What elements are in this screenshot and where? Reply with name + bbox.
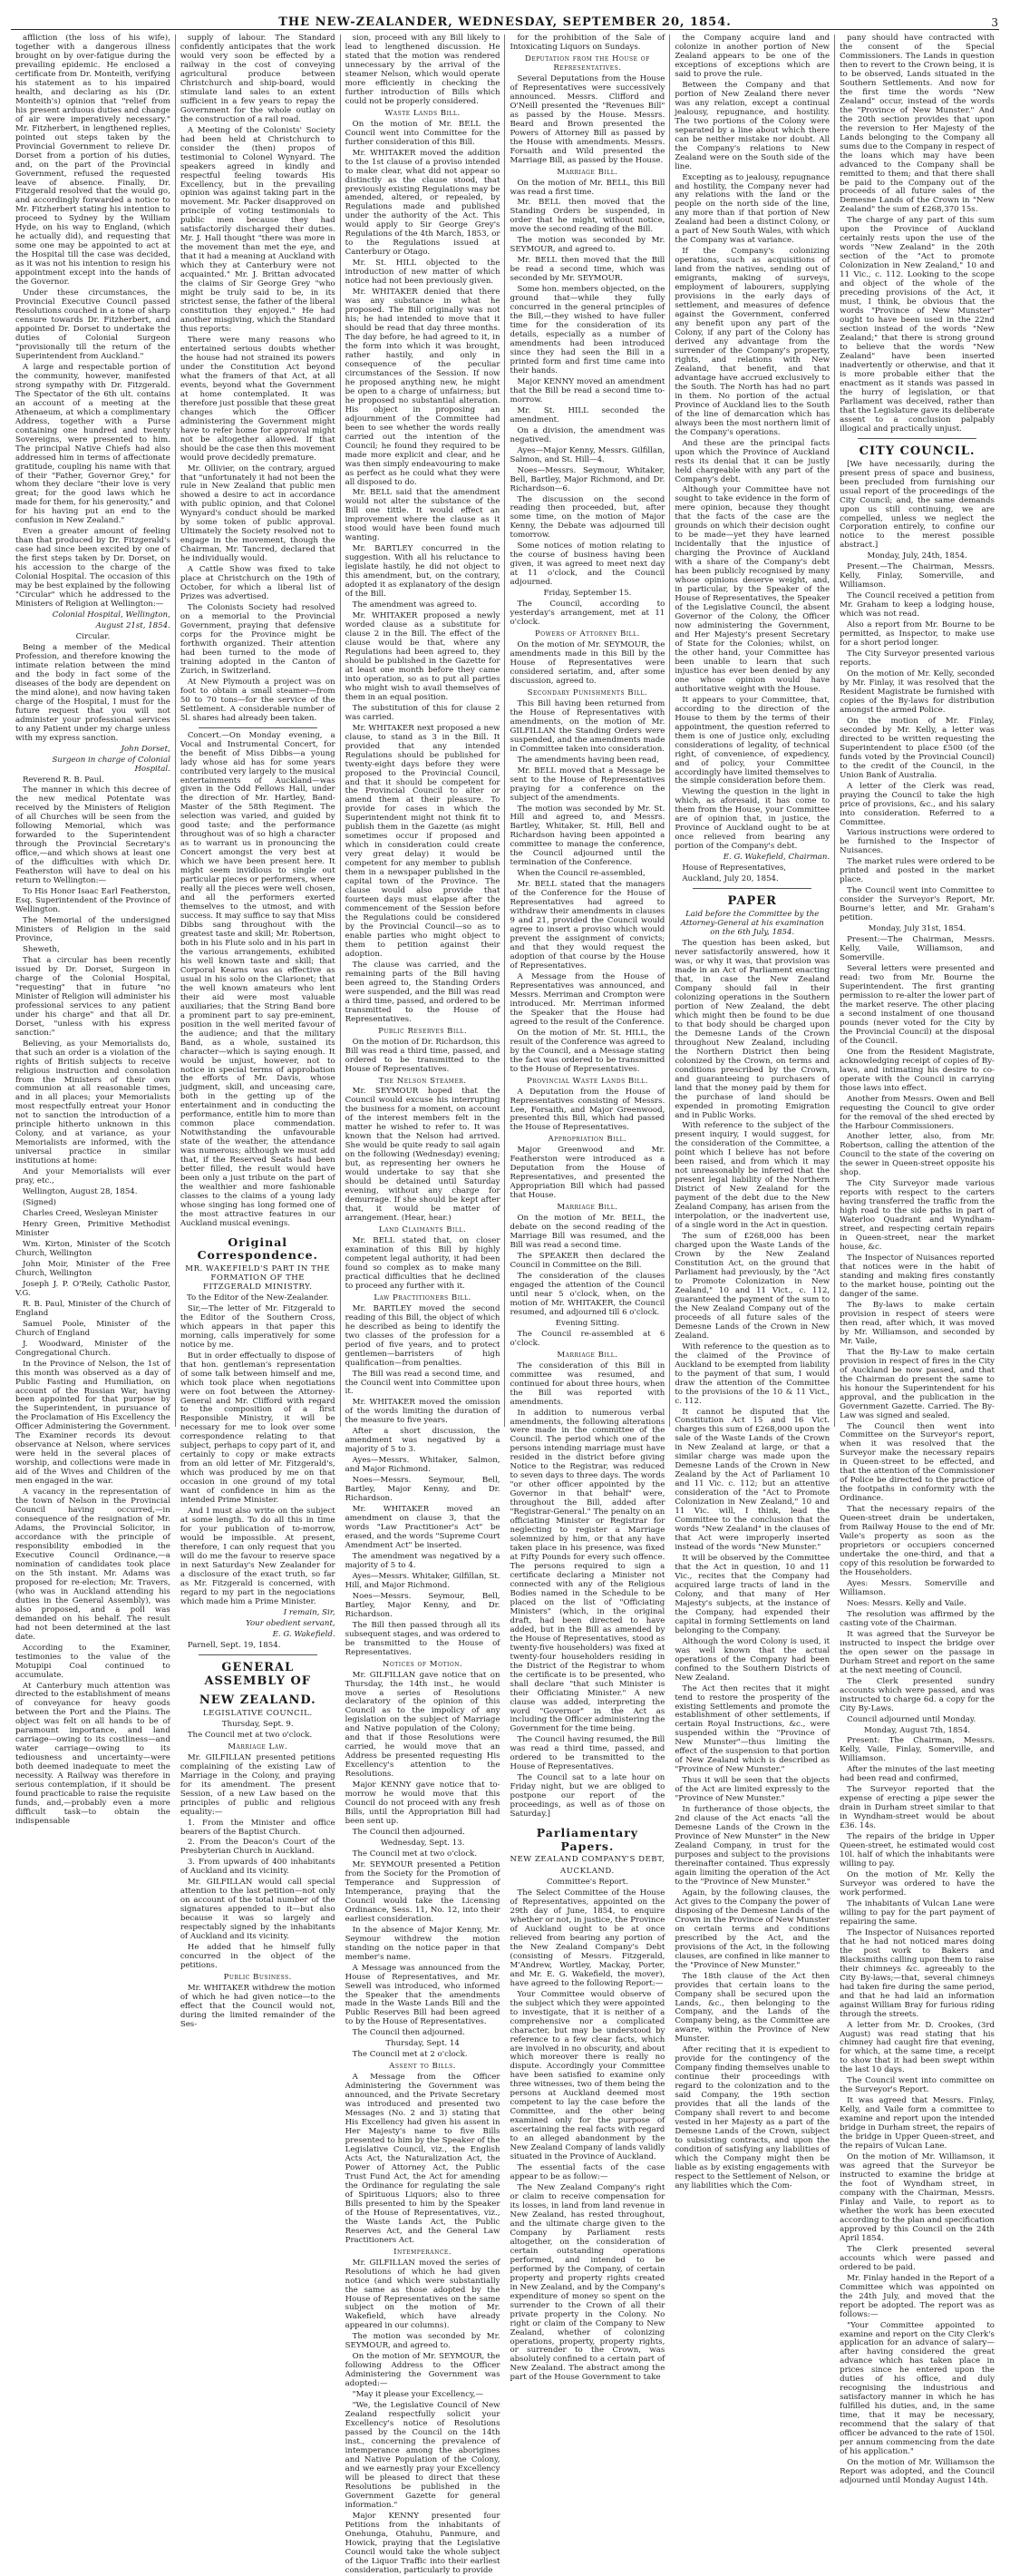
signatory: Henry Green, Primitive Methodist Minister (15, 1220, 170, 1238)
paragraph: And I must also write on the subject at some length. To do all this in time for your publication of to-morrow, would be impossible. At present, therefore, I can only request that you will do me the favour to reserve space in next Saturday's New Zealander for a disclosure of the exact truth, so far as Mr. Fitzgerald is concerned, with regard to my part in the negociations which made him a Prime Minister. (180, 1507, 335, 1606)
paragraph: Mr. Ollivier, on the contrary, argued that "unfortunately it had not been the rule in New Zealand that public men showed a desire to act in accordance with public opinion, and that Colonel Wynyard's conduct should be marked by some token of public approval. Ultimately the Society resolved not to engage in the movement, though the Chairman, Mr. Tancred, declared that he individually would. (180, 463, 335, 564)
paragraph: Noes—Messrs. Seymour, Bell, Bartley, Major Kenny, and Dr. Richardson. (345, 1476, 500, 1504)
paragraph: One from the Resident Magistrate, acknowledging receipt of copies of By-laws, and intimating his desire to co-operate with the Council in carrying those laws into effect. (840, 1047, 995, 1093)
paragraph: Between the Company and that portion of New Zealand there never was any relation, except a continual jealousy, repugnance, and hostility. The two portions of the Colony were separated by a line about which there can be neither mistake nor doubt. All the Company's relations to New Zealand were on the South side of the line. (675, 80, 830, 171)
paragraph: Concert.—On Monday evening, a Vocal and Instrumental Concert, for the benefit of Miss Dibbs—a young lady whose aid has for some years contributed very largely to the musical entertainments of Auckland—was given in the Odd Fellows Hall, under the direction of Mr. Hartley, Band-Master of the 58th Regiment. The selection was varied, and guided by good taste; and the performance throughout was of so high a character as to warrant us in pronouncing the Concert amongst the very best at which we have been present here. It might seem invidious to single out particular pieces or performers, where really all the pieces were well chosen, and all the performers exerted themselves to the utmost, and with success. It may suffice to say that Miss Dibbs sang throughout with the greatest taste and skill; Mr. Robertson, both in his Flute solo and in his part in the various arrangements, exhibited his well known taste and skill; that Corporal Kearns was as effective as usual in his solo on the Clarionet; that the well known amateurs who lent their aid were most valuable auxiliaries; that the String Band bore a prominent part to say pre-eminent, position in the well merited favour of the audience; and that the military Band, as a whole, sustained its character—which is saying enough. It would be unjust, however, not to notice in special terms of approbation the efforts of Mr. Davis, whose judgment, skill, and unceasing care, both in the getting up of the entertainment and in conducting the performance, entitle him to more than common place commendation. Notwithstanding the unfavourable state of the weather, the attendance was numerous; although we must add that, if the Reserved Seats had been better filled, the result would have been only a just tribute on the part of the wealthier and more fashionable classes to the claims of a young lady whose singing has long formed one of the most attractive features in our Auckland musical evenings. (180, 730, 335, 1228)
paragraph: If the Company's colonizing operations, such as acquisitions of land from the natives, sending out of emigrants, making of surveys, employment of labourers, supplying provisions in the early days of settlement, and measures of defence against the Government, conferred any benefit upon any part of the Colony, if any part of the Colony has derived any advantage from the surrender of the Company's property, rights, and relations with New Zealand, that benefit, and that advantage have accrued exclusively to the South. The North has had no part in them. No portion of the actual Province of Auckland lies to the South of the line of demarcation which has always been the most northern limit of the Company's operations. (675, 247, 830, 437)
paragraph: Wellington, August 28, 1854. (23, 1187, 138, 1197)
paragraph: Another from Messrs. Owen and Bell requesting the Council to give order for the removal of the shed erected by the Harbour Commissioners. (840, 1094, 995, 1131)
section-heading: PAPER (727, 894, 777, 909)
column-6 (835, 34, 999, 2486)
paragraph: Again, by the following clauses, the Act gives to the Company the power of disposing of the Demesne Lands of the Crown in the Province of New Munster on certain terms and conditions prescribed by the Act, and the provisions of the Act, in the following clauses, are confined in like manner to the "Province of New Munster." (675, 1888, 830, 1970)
paragraph: It cannot be disputed that the Constitution Act 15 and 16 Vict. charges this sum of £268,000 upon the sale of the Waste Lands of the Crown in New Zealand at large, or that a similar charge was made upon the Demesne Lands of the Crown in New Zealand by the Act of Parliament 10 and 11 Vic. c. 112; but an attentive consideration of the "Act to Promote Colonization in New Zealand," 10 and 11 Vic. will, I think, lead the Committee to the conclusion that the words "New Zealand" in the clauses of that Act were improperly inserted instead of the words "New Munster." (675, 1407, 830, 1553)
paragraph: Mr. GILFILLAN would call special attention to the last petition—not only on account of the total number of the signatures appended to it—but also because it was so largely and respectably signed by the inhabitants of Auckland and its vicinity. (180, 1878, 335, 1942)
paragraph: Mr. Finlay handed in the Report of a Committee which was appointed on the 24th July, and moved that the report be adopted. The report was as follows:— (840, 2273, 995, 2319)
paragraph: The Inspector of Nuisances reported that notices were in the habit of standing and making fires constantly to the market house, pointing out the danger of the same. (840, 1254, 995, 1299)
paragraph: The charge of any part of this sum upon the Province of Auckland certainly rests upon the use of the words "New Zealand" in the 20th section of the "Act to promote Colonization in New Zealand," 10 and 11 Vic., c. 112. Looking to the scope and object of the whole of the preceding provisions of the Act, it must, I think, be obvious that the words "Province of New Munster" ought to have been used in the 22nd section instead of the words "New Zealand;" that there is strong ground to believe that the words "New Zealand" have been inserted inadvertently or otherwise, and that it is more probable either that the enactment as it stands was passed in the hurry of legislation, or that Parliament was deceived, rather than that the Legislature gave its deliberate assent to a conclusion palpably illogical and practically unjust. (840, 216, 995, 434)
paragraph: Also a report from Mr. Bourne to be permitted, as Inspector, to make use for a short period longer. (840, 620, 995, 649)
meeting-date: Monday, August 7th, 1854. (863, 1725, 971, 1735)
paragraph: Major KENNY moved an amendment that the Bill be read a second time to-morrow. (510, 376, 665, 405)
circular-heading: Circular. (75, 631, 111, 641)
paragraph: On a division, the amendment was negatived. (510, 425, 665, 444)
paragraph: Mr. GILFILLAN moved the series of Resolutions of which he had given notice (and which were substantially the same as those adopted by the House of Representatives on the same subject on the motion of Mr. Wakefield, which have already appeared in our columns). (345, 2258, 500, 2331)
paragraph: Believing, as your Memorialists do, that such an order is a violation of the rights of British subjects to receive religious instruction and consolation from the Ministers of their own communion at all reasonable times, and in all places; your Memorialists most respectfully entreat your Honor not to sanction the introduction of a principle hitherto unknown in this Colony, and at variance, as your Memorialists are informed, with the universal practice in similar institutions at home: (15, 1039, 170, 1166)
paragraph: Several Deputations from the House of Representatives were successively announced. Messrs. Clifford and O'Neill presented the "Revenues Bill" as passed by the House. Messrs. Beard and Brown presented the Powers of Attorney Bill as passed by the House with amendments. Messrs. Forsaith and Wild presented the Marriage Bill, as passed by the House. (510, 73, 665, 165)
paragraph: The inhabitants of Vulcan Lane were willing to pay for the part payment of repairing the same. (840, 1898, 995, 1927)
signatory: J. Woodward, Minister of the Congregational Church. (15, 1339, 170, 1358)
letter-closing: I remain, Sir, (283, 1607, 335, 1617)
paragraph: 1. From the Minister and office bearers of the Baptist Church. (180, 1818, 335, 1837)
paragraph: Mr. GILFILLAN presented petitions complaining of the existing Law of Marriage in the Colony, and praying for its amendment. The present Session, of a new Law based on the principles of public and religious equality:— (180, 1752, 335, 1817)
paragraph: House of Representatives, (682, 864, 786, 873)
paragraph: On the motion of Mr. St. HILL, the result of the Conference was agreed to by the Council, and a Message stating the fact was ordered to be transmitted to the House of Representatives. (510, 1028, 665, 1074)
column-5 (670, 34, 835, 2191)
letter-date: Parnell, Sept. 19, 1854. (187, 1640, 281, 1650)
paragraph: It will be observed by the Committee that the Act in question, 10 and 11 Vic., recites that the Company had acquired large tracts of land in the Colony, and that many of Her Majesty's subjects, at the instance of the Company, had expended their capital in forming Settlements on land belonging to the Company. (675, 1554, 830, 1635)
section-heading: GENERAL ASSEMBLY OF (204, 1660, 312, 1688)
paragraph: Mr. St. HILL seconded the amendment. (510, 405, 665, 424)
paragraph: It appears to your Committee, that, according to the direction of the House to them by the terms of their appointment, the question referred to them is one of justice only, excluding considerations of legality, of technical right, of convenience, of expediency, and of policy, your Committee accordingly have limited themselves to the simple consideration before them. (675, 695, 830, 786)
subsection-heading: Public Reserves Bill. (378, 1026, 468, 1036)
subsection-heading: Marriage Bill. (557, 167, 618, 177)
paragraph: The Council re-assembled at 6 o'clock. (510, 1329, 665, 1348)
paragraph: A Meeting of the Colonists' Society had been held at Christchurch to consider the (then) propos of testimonial to Colonel Wynyard. The speakers agreed in kindly and respectful feeling towards His Excellency, but in the prevailing opinion was against taking part in the movement. Mr. Packer disapproved on principle of voting testimonials to public men because they had satisfactorily discharged their duties. Mr. J. Hall thought "there was more in the movement than met the eye, and that it had a meaning at Auckland with which they at Canterbury were not acquainted." Mr. J. Brittan advocated the claims of Sir George Grey "who might be truly said to be, in its strictest sense, the father of the liberal constitution they enjoyed." He had another misgiving, which the Standard thus reports: (180, 125, 335, 334)
paragraph: The market rules were ordered to be printed and posted in the market place. (840, 857, 995, 885)
paragraph: The repairs of the bridge in Upper Queen-street, he estimated would cost 10l. half of which the inhabitants were willing to pay. (840, 1832, 995, 1869)
paragraph: Mr. SEYMOUR hoped that the Council would excuse his interrupting the business for a moment, on account of the interest members felt in the matter he wished to refer to. It was known that the Nelson had arrived. She would be quite ready to sail again on the following (Wednesday) evening; but, as representing her owners he would undertake to say that she should be detained until Saturday evening, without any charge for demurrage. If she should be kept after that, it would be matter of arrangement. (Hear, hear.) (345, 1087, 500, 1224)
subsection-heading: Provincial Waste Lands Bill. (527, 1076, 648, 1086)
paragraph: Sir,—The letter of Mr. Fitzgerald to the Editor of the Southern Cross, which appears in that paper this morning, calls imperatively for some notice by me. (180, 1303, 335, 1350)
sitting-date: Evening Sitting. (555, 1318, 620, 1328)
paragraph: And these are the principal facts upon which the Province of Auckland rests its denial that it can be justly held chargeable with any part of the Company's debt. (675, 438, 830, 484)
dateline: Colonial Hospital, Wellington, (52, 610, 170, 620)
paragraph: 2. From the Deacon's Court of the Presbyterian Church in Auckland. (180, 1838, 335, 1857)
divider (858, 438, 976, 439)
paragraph: Your Committee would observe of the subject which they were appointed to investigate, that it is neither of a comprehensive nor a complicated character, but may be understood by reference to a few clear facts, which are involved in no obscurity, and about which moreover there is really no dispute. Accordingly your Committee have been satisfied to examine only three witnesses, two of them being the persons at Auckland deemed most competent to lay the case before the Committee, and the other being examined only for the purpose of ascertaining the real facts with regard to an alleged abandonment by the New Zealand Company of lands validly situated in the Province of Auckland. (510, 1989, 665, 2162)
paragraph: A vacancy in the representation of the town of Nelson in the Provincial Council having occurred,—in consequence of the resignation of Mr. Adams, the Provincial Solicitor, in accordance with the principle of responsibility embodied in the Executive Council Ordinance,—a nomination of candidates took place on the 5th instant. Mr. Adams was proposed for re-election; Mr. Travers, (who was in Auckland attending his duties in the General Assembly), was also proposed, and a poll was demanded on his behalf. The result had not been determined at the last date. (15, 1488, 170, 1642)
paragraph: Major Greenwood and Mr. Featherston were introduced as a Deputation from the House of Representatives, and presented the Appropriation Bill which had passed that House. (510, 1146, 665, 1201)
paragraph: Mr. WHITAKER moved the omission of the words limiting the duration of the measure to five years. (345, 1398, 500, 1426)
subsection-heading: LEGISLATIVE COUNCIL. (202, 1708, 313, 1718)
paragraph: [We have necessarily, during the present press of space and business, been precluded from furnishing our usual report of the proceedings of the City Council; and, the same demands upon us still continuing, we are compelled, unless we neglect the Corporation entirely, to confine our notice to the merest possible abstract.] (840, 459, 995, 551)
paragraph: The Colonists Society had resolved on a memorial to the Provincial Government, praying that defensive corps for the Province might be forthwith organized. Their attention had been turned to the mode of training adopted in the Canton of Zurich, in Switzerland. (180, 603, 335, 676)
subsection-heading: Law Practitioners Bill. (374, 1293, 471, 1303)
paragraph: The motion was seconded by Mr. SEYMOUR, and agreed to. (345, 2332, 500, 2351)
paragraph: The amendment was agreed to. (352, 600, 478, 610)
paragraph: Mr. BELL moved that a Message be sent to the House of Representatives praying for a conference on the subject of the amendments. (510, 766, 665, 803)
subsection-heading: AUCKLAND. (560, 1867, 615, 1877)
paragraph: Under these circumstances, the Provincial Executive Council passed Resolutions couched in a tone of sharp censure towards Dr. Fitzherbert, and appointed Dr. Dorset to undertake the duties of Colonial Surgeon "provisionally till the return of the Superintendent from Auckland." (15, 288, 170, 361)
paragraph: With reference to the question as to the claimed of the Province of Auckland to be exempted from liability to the payment of that sum, I would draw the attention of the Committee to the provisions of the 10 & 11 Vict., c. 112. (675, 1342, 830, 1406)
paragraph: But in order effectually to dispose of that hon. gentleman's representation of some talk between himself and me, which took place when negotiations were on foot between the Attorney-General and Mr. Clifford with regard to the composition of a first Responsible Ministry, it will be necessary for me to look over some correspondence relating to that subject, perhaps to copy part of it, and certainly to copy or make extracts from an old letter of Mr. Fitzgerald's, which was produced by me on that occasion in one ground of my total want of confidence in him as the intended Prime Minister. (180, 1351, 335, 1506)
paragraph: The Council then adjourned. (352, 1828, 465, 1838)
signatory: R. B. Paul, Minister of the Church of England (15, 1299, 170, 1318)
meeting-date: Monday, July, 24th, 1854. (867, 551, 967, 561)
paragraph: Excepting as to jealousy, repugnance and hostility, the Company never had any relations with the land or the people on the north side of the line, any more than if that portion of New Zealand had been a distinct Colony, or a part of New South Wales, with which the Company was at variance. (675, 172, 830, 246)
signatory: Charles Creed, Wesleyan Minister (23, 1209, 158, 1219)
paragraph: In the Province of Nelson, the 1st of this month was observed as a day of Public Fasting and Humiliation, on account of the Russian War, having been appointed for that purpose by the Superintendent, in pursuance of the Proclamation of His Excellency the Officer Administering the Government. The Examiner records its devout observance at Nelson, where services were held in the several places of worship, and collections were made in aid of the Wives and Children of the men engaged in the war. (15, 1359, 170, 1487)
paragraph: Ayes—Major Kenny, Messrs. Gilfillan, Salmon, and St. Hill—4. (510, 445, 665, 464)
paragraph: After the minutes of the last meeting had been read and confirmed, (840, 1765, 995, 1784)
paragraph: Council adjourned until Monday. (847, 1714, 976, 1724)
paragraph: The Council met at two o'clock. (187, 1730, 313, 1740)
paragraph: affliction (the loss of his wife), together with a dangerous illness brought on by over-fatigue during the prevailing epidemic. He enclosed a certificate from Dr. Monteith, verifying his statement as to his impaired health, and declaring as his (Dr. Monteith's) opinion that "relief from his present arduous duties and change of air were imperatively necessary." Mr. Fitzherbert, in lengthened replies, pointed out steps taken by the Provincial Government to relieve Dr. Dorset from a portion of his duties, and, on the part of the Provincial Government, refused the requested leave of absence. Finally, Dr. Fitzgerald resolved that the would go, and accordingly forwarded a notice to Mr. Fitzherbert stating his intention to proceed to Sydney by the William Hyde, on his way to England, (which he actually did), and requesting that some one may be appointed to act at the Hospital till the case was decided, as it was not his intention to resign his appointment except into the hands of the Governor. (15, 34, 170, 288)
paragraph: The sum of £268,000 has been charged upon the Waste Lands of the Crown by the New Zealand Constitution Act, on the ground that Parliament had previously, by the "Act to Promote Colonization in New Zealand," 10 and 11 Vict., c. 112, guaranteed the payment of the sum to the New Zealand Company out of the proceeds of all future sales of the Demesne Lands of the Crown in New Zealand. (675, 1232, 830, 1341)
signatory: Joseph J. P. O'Reily, Catholic Pastor, V.G. (15, 1279, 170, 1298)
paragraph: In addition to numerous verbal amendments, the following alterations were made in the committee of the Council. The period which one of the persons intending marriage must have resided in the district before giving Notice to the Registrar, was reduced to seven days to three days. The words "or other officer appointed by the Governor in that behalf" were, throughout the Bill, added after "Registrar-General." The penalty on an officiating Minister or Registrar for neglecting to register a Marriage solemnized by him, or that any have taken place in his presence, was fixed at Fifty Pounds for every such offence. The persons required to sign a certificate declaring a Minister not connected with any of the Religious Bodies named in the Schedule to be placed on the list of "Officiating Ministers" (which, in the original draft, had been directed to have added, but in the Bill as amended by the House of Representatives, stood as twenty-five householders) was fixed at twenty-four householders residing in the District of the Registrar to whom the certificate is to be presented, who shall declare "that such Minister is their Officiating Minister." A new clause was added, interpreting the word "Governor" in the Act as including the Officer administering the Government for the time being. (510, 1408, 665, 1734)
paragraph: Mr. St. HILL objected to the introduction of new matter of which notice had not been previously given. (345, 259, 500, 287)
paragraph: The Council sat to a late hour on Friday night, but we are obliged to postpone our report of the proceedings, as well as of those on Saturday.] (510, 1773, 665, 1820)
paragraph: The Bill then passed through all its subsequent stages, and was ordered to be transmitted to the House of Representatives. (345, 1620, 500, 1657)
paragraph: Noes: Messrs. Kelly and Vaile. (847, 1598, 966, 1608)
paragraph: On the motion of Mr. Williamson, it was agreed that the Surveyor be instructed to examine the bridge at the foot of Wyndham street, in company with the Chairman, Messrs. Finlay and Vaile, to report as to whether the work has been executed according to the plan and specification approved by this Council on the 24th April 1854. (840, 2152, 995, 2243)
paragraph: (Signed) (23, 1198, 56, 1208)
paragraph: the Company acquire land and colonize in another portion of New Zealand appears to be one of the exceptions of exceptions which are said to prove the rule. (675, 34, 830, 79)
subsection-heading: NEW ZEALAND COMPANY'S DEBT, (510, 1855, 665, 1865)
paragraph: On the motion of Mr. BELL, the debate on the second reading of the Marriage Bill was resumed, and the Bill was read a second time. (510, 1214, 665, 1251)
meeting-date: Monday, July 31st, 1854. (868, 924, 966, 934)
paragraph: "Your Committee appointed to examine and report on the City Clerk's application for an advance of salary—after having considered the great advance which has taken place in prices since he entered upon the duties of his office, and duly recognising the industrious and satisfactory manner in which he has fulfilled his duties, and, in the same time, that it may be necessary, recommend that the salary of that officer be advanced to the rate of 150l. per annum commencing from the date of his application." (840, 2320, 995, 2457)
paragraph: On the motion of Mr. Williamson the Report was adopted, and the Council adjourned until Monday August 14th. (840, 2458, 995, 2486)
paragraph: The manner in which this decree of the new medical Potentate was received by the Ministers of Religion of all Churches will be seen from the following Memorial, which was forwarded to the Superintendent through the Provincial Secretary's office,—and which shows at least one of the difficulties with which Dr. Featherston will have to deal on his return to Wellington:— (15, 785, 170, 886)
paragraph: A Message from the Officer Administering the Government was announced, and the Private Secretary was introduced and presented two Messages (No. 2 and 3) stating that His Excellency had given his assent in Her Majesty's name to five Bills presented to him by the Speaker of the Legislative Council, viz., the English Acts Act, the Naturalization Act, the Power of Attorney Act, the Public Trust Fund Act, the Act for amending the Ordinance for regulating the sale of Spirituous Liquors; also to three Bills presented to him by the Speaker of the House of Representatives, viz., the Waste Lands Act, the Public Reserves Act, and the General Law Practitioners Act. (345, 2073, 500, 2245)
paragraph: Mr. WHITAKER denied that there was any substance in what he proposed. The Bill originally was not his; he had intended to move that it should be read that day three months. The day before, he had agreed to it, in the form into which it was brought, rather hastily, and only in consequence of the peculiar circumstances of the Session. If now he proposed anything new, he might be open to a charge of unfairness; but he proposed no substantial alteration. His object in proposing an adjournment of the Committee had been to see whether the words really carried out the intention of the Council; he found they required to be made more explicit and clear, and he was then simply endeavouring to make as perfect as he could what they were all disposed to do. (345, 288, 500, 487)
paragraph: In the absence of Major Kenny, Mr. Seymour withdrew the motion standing on the notice paper in that member's name. (345, 1925, 500, 1962)
paragraph: A Message was announced from the House of Representatives, and Mr. Sewell was introduced, who informed the Speaker that the amendments made in the Waste Lands Bill and the Public Reserves Bill had been agreed to by the House of Representatives. (345, 1963, 500, 2027)
paragraph: Mr. BELL then moved that the Standing Orders be suspended, in order that he might, without notice, move the second reading of the Bill. (510, 198, 665, 235)
paragraph: On the motion of Mr. BELL the Council went into Committee for the further consideration of this Bill. (345, 119, 500, 147)
paragraph: The substitution of this for clause 2 was carried. (345, 703, 500, 722)
paragraph: The City Surveyor presented various reports. (840, 649, 995, 668)
paragraph: Various instructions were ordered to be furnished to the Inspector of Nuisances. (840, 828, 995, 856)
paragraph: The New Zealand Company's right or claim to receive compensation for its losses, in land from land revenue in New Zealand, has rested throughout, and the ultimate charge given to the Company by Parliament rests altogether, on the consideration of certain outstanding operations performed, and intended to be performed by the Company, of certain property and property rights created in New Zealand, and by the Company's expenditure of money so spent on the surrender to the Crown of all their private property in the Colony. No right or claim of the Company to New Zealand, whether of colonizing operations, property, property rights, or surrender to the Crown, was absolutely confined to a certain part of New Zealand. The abstract among the part of the House Government to take (510, 2183, 665, 2383)
sitting-date: Thursday, Sept. 9. (221, 1719, 294, 1729)
paragraph: To His Honor Isaac Earl Featherston, Esq. Superintendent of the Province of Wellington. (15, 887, 170, 915)
paragraph: The Council met at 2 o'clock. (352, 2050, 468, 2060)
paragraph: He added that he himself fully concurred in the object of the petitions. (180, 1943, 335, 1971)
paragraph: The Select Committee of the House of Representatives, appointed on the 29th day of June, 1854, to enquire whether or not, in justice, the Province of Auckland ought to be at once relieved from bearing any portion of the New Zealand Company's Debt (consisting of Messrs. Fitzgerald, M'Andrew, Wortley, Mackay, Porter, and Mr. E. G. Wakefield, the mover), have agreed to the following Report:— (510, 1888, 665, 1988)
paragraph: On the motion of Dr. Richardson, this Bill was read a third time, passed, and ordered to be transmitted to the House of Representatives. (345, 1037, 500, 1074)
subsection-heading: Land Claimants Bill. (379, 1225, 467, 1234)
paragraph: That the By-Law to make certain provision in respect of fires in the City of Auckland be now passed, and that the Chairman do present the same to his honour the Superintendent for his approval, and the publication in the Government Gazette. Carried. The By-Law was signed and sealed. (840, 1347, 995, 1420)
paragraph: On the motion of Mr. SEYMOUR, the amendments made in this Bill by the House of Representatives were considered seriatim, and, after some discussion, agreed to. (510, 640, 665, 686)
paragraph: Although the word Colony is used, it was well known that the actual operations of the Company had been confined to the Southern Districts of New Zealand. (675, 1636, 830, 1683)
paragraph: The resolution was affirmed by the casting vote of the Chairman. (840, 1609, 995, 1628)
paragraph: The Council then went into Committee on the Surveyor's report, when it was resolved that the Surveyor make the necessary repairs in Queen-street to be effected, and that the attention of the Commissioner of Police be directed to the practice of the footpaths in conformity with the Ordinance. (840, 1421, 995, 1504)
paragraph: for the prohibition of the Sale of Intoxicating Liquors on Sundays. (510, 34, 665, 52)
section-heading: NEW ZEALAND. (199, 1693, 316, 1707)
signatory: John Moir, Minister of the Free Church, Wellington (15, 1259, 170, 1278)
paragraph: The 18th clause of the Act then provides that certain loans to the Company shall be secured upon the Lands, &c., then belonging to the Company, and the Lands of the Company being, as the Committee are aware, within the Province of New Munster. (675, 1971, 830, 2044)
paragraph: On the motion of Mr. Finlay, seconded by Mr. Kelly, a letter was directed to be written requesting the Superintendent to place £500 (of the funds voted by the Provincial Council) to the credit of the Council, in the Union Bank of Australia. (840, 716, 995, 780)
paragraph: On the motion of Mr. BELL, this Bill was read a first time. (510, 178, 665, 197)
subsection-heading: Marriage Bill. (557, 1203, 618, 1213)
signatory: Samuel Poole, Minister of the Church of England (15, 1319, 170, 1338)
paragraph: Major KENNY gave notice that to-morrow he would move that this Council do not proceed with any fresh Bills, until the Appropriation Bill had been sent up. (345, 1781, 500, 1827)
paragraph: pany should have contracted with the consent of the Special Commissioners. The Lands in question then to revert to the Crown being, it is to be observed, Lands situated in the Southern Settlements. And now for the first time the words "New Zealand" occur, instead of the words the "Province of New Munster." And the 20th section provides that upon the reversion to Her Majesty of the Lands belonging to the Company all sums due to the Company in respect of the loans which may have been advanced to the Company shall be remitted to them; and that there shall be paid to the Company out of the proceeds of all future sales of the Demesne Lands of the Crown in "New Zealand" the sum of £268,370 15s. (840, 34, 995, 215)
paragraph: The essential facts of the case appear to be as follow:— (510, 2163, 665, 2182)
subsection-heading: Waste Lands Bill. (384, 108, 461, 118)
columns (11, 34, 999, 2575)
paragraph: sion, proceed with any Bill likely to lead to lengthened discussion. He stated that the motion was rendered unnecessary by the arrival of the steamer Nelson, which would operate more efficiently in checking the further introduction of Bills which could not be properly considered. (345, 34, 500, 106)
paragraph: A letter of the Clerk was read, praying the Council to take the high price of provisions, &c., and his salary into consideration. Referred to a Committee. (840, 781, 995, 827)
paragraph: At New Plymouth a project was on foot to obtain a small steamer—from 50 to 70 tons—for the service of the Settlement. A considerable number of 5l. shares had already been taken. (180, 677, 335, 723)
paragraph: The amendment was negatived by a majority of 5 to 4. (345, 1551, 500, 1570)
paragraph: On the motion of Mr. SEYMOUR, the following Address to the Officer Administering the Government was adopted:— (345, 2352, 500, 2389)
paragraph: Ayes—Messrs. Whitaker, Salmon, and Major Richmond. (345, 1456, 500, 1475)
paragraph: A large and respectable portion of the community, however, manifested strong sympathy with Dr. Fitzgerald. The Spectator of the 6th ult. contains an account of a meeting at the Athenaeum, at which a complimentary Address, together with a Purse containing one hundred and twenty Sovereigns, were presented to him. The principal Native Chiefs had also addressed him in terms of affectionate gratitude, coupling his name with that of their "Father, Governor Grey," for whom they declare "their love is very great; for the good laws which he made for them, for his generosity," and for his having put an end to the confusion in New Zealand." (15, 362, 170, 526)
paragraph: Present: The Chairman, Messrs. Kelly, Vaile, Finlay, Somerville, and Williamson. (840, 1736, 995, 1764)
paragraph: The Council having resumed, the Bill was read a third time, passed, and ordered to be transmitted to the House of Representatives. (510, 1735, 665, 1772)
paragraph: supply of labour. The Standard confidently anticipates that the work would very soon be effected by a railway in the cost of conveying agricultural produce between Christchurch and ship-board, would stimulate land sales to an extent sufficient in a few years to repay the Government for the whole outlay on the construction of a rail road. (180, 34, 335, 124)
subsection-heading: The Nelson Steamer. (378, 1076, 467, 1086)
masthead (11, 5, 999, 30)
paragraph: The amendments having been read, (517, 755, 659, 765)
paragraph: The motion was seconded by Mr. St. Hill and agreed to, and Messrs. Bartley, Whitaker, St. Hill, Bell and Richardson having been appointed a committee to manage the conference, the Council adjourned until the termination of the Conference. (510, 804, 665, 868)
page-number: 3 (991, 16, 999, 29)
paragraph: The Act then recites that it might tend to restore the prosperity of the existing Settlements and promote the establishment of other settlements, if certain Royal Instructions, &c., were suspended within the "Province of New Munster"—thus limiting the effect of the suspension to that portion of New Zealand which is described as "Province of New Munster." (675, 1683, 830, 1775)
divider (693, 888, 811, 889)
paragraph: The Clerk presented sundry accounts which were passed, and was instructed to charge 6d. a copy for the City By-Laws. (840, 1676, 995, 1713)
column-2 (176, 34, 341, 2029)
section-heading: Parliamentary Papers. (536, 1826, 639, 1853)
paragraph: Major KENNY presented four Petitions from the inhabitants of Onehunga, Otahuhu, Panmure, and Howick, praying that the Legislative Council would take the whole subject of the Liquor Traffic into their earliest consideration, particularly to provide (345, 2511, 500, 2575)
paragraph: And your Memorialists will ever pray, etc., (15, 1167, 170, 1186)
paragraph: "We, the Legislative Council of New Zealand respectfully solicit your Excellency's notice of Resolutions passed by the Council on the 14th inst., concerning the prevalence of intemperance among the aborigines and Native Population of the Colony, and we earnestly pray your Excellency will be pleased to direct that these Resolutions be published in the Government Gazette for general information." (345, 2401, 500, 2510)
subsection-heading: Deputation from the House of Representatives. (524, 54, 650, 73)
paper-subtitle: Laid before the Committee by the Attorney-General at his examination on the 6th July, 1854. (680, 910, 824, 938)
signature: John Dorset, (121, 744, 170, 754)
paragraph: The motion was seconded by Mr. SEYMOUR, and agreed to. (510, 236, 665, 255)
paragraph: After a short discussion, the amendment was negatived by a majority of 5 to 3. (345, 1427, 500, 1455)
letter-closing: Your obedient servant, (246, 1618, 335, 1628)
paragraph: Mr. SEYMOUR presented a Petition from the Society for the Promotion of Temperance and Suppression of Intemperance, praying that the Council would take the Licensing Ordinance, Sess. 11, No. 12, into their earliest consideration. (345, 1859, 500, 1924)
sitting-date: Wednesday, Sept. 13. (380, 1839, 465, 1848)
paragraph: The Bill was read a second time, and the Council went into Committee upon it. (345, 1369, 500, 1397)
dateline: August 21st, 1854. (95, 621, 170, 630)
letter-addressee: To the Editor of the New-Zealander. (186, 1293, 329, 1303)
paragraph: Mr. WHITAKER next proposed a new clause, to stand as 3 in the Bill. It provided that any intended Regulations should be published for twenty-eight days before they were proposed to the Provincial Council, and that it should be competent for the Provincial Council to alter or amend them at their pleasure. To provide for cases in which the Superintendent might not think fit to publish them in the Gazette (as might sometimes occur if proposed and which in consideration could create very great delay) it would be competent for any member to publish them in a newspaper published in the capital town of the Province. The clause would also provide that fourteen days must elapse after the commencement of the Session before the Regulations could be considered by the Provincial Council—so as to enable parties who might object to them to petition against their adoption. (345, 723, 500, 959)
paragraph: Another letter, also, from Mr. Robertson, calling the attention of the Council to the state of the covering on the sewer in Queen-street opposite his shop. (840, 1132, 995, 1178)
paragraph: The consideration of the clauses engaged the attention of the Council until near 5 o'clock, when, on the motion of Mr. WHITAKER, the Council resumed, and adjourned till 6 o'clock. (510, 1271, 665, 1317)
signature: E. G. Wakefield, Chairman. (723, 853, 830, 863)
paragraph: Mr. WHITAKER moved the addition to the 1st clause of a proviso intended to make clear, what did not appear so distinctly as the clause stood, that previously existing Regulations may be amended, altered, or repealed, by Regulations made and published under the authority of the Act. This would apply to Sir George Grey's Regulations of the 4th March, 1853, or to the Regulations issued at Canterbury or Otago. (345, 148, 500, 258)
paragraph: With reference to the subject of the present inquiry, I would suggest, for the consideration of the Committee, a point which I believe has not before been raised, and from which it may not unreasonably be inferred that the present legal liability of the Northern District of New Zealand for the payment of the debt due to the New Zealand Company, has arisen from the interpolation, or the inadvertent use, of a single word in the Act in question. (675, 1121, 830, 1231)
paragraph: The Council then adjourned. (352, 2028, 465, 2038)
subsection-heading: Intemperance. (393, 2247, 452, 2257)
paragraph: Being a member of the Medical Profession, and therefore knowing the intimate relation between the mind and the body in fact some of the diseases of the body are dependent on the mind alone), and now having taken charge of the Hospital, I must for the future request that you will not administer your professional services to any Patient under my charge unless with my express sanction. (15, 642, 170, 743)
paragraph: The clause was carried, and the remaining parts of the Bill having been agreed to, the Standing Orders were suspended, and the Bill was read a third time, passed, and ordered to be transmitted to the House of Representatives. (345, 960, 500, 1024)
paragraph: The Council met at two o'clock. (352, 1849, 478, 1859)
paragraph: The Inspector of Nuisances reported that he had not noticed mares doing the post work to Bakers and Blacksmiths calling upon them to raise their chimneys &c. agreeably to the City By-laws;—that, several chimneys had taken fire during the same period, and that he had laid an information against William Bray for furious riding through the streets. (840, 1927, 995, 2019)
paragraph: It was agreed that the Surveyor be instructed to inspect the bridge over the open sewer on the passage in Durham Street and report on the same at the next meeting of Council. (840, 1629, 995, 1675)
paragraph: A Deputation from the House of Representatives consisting of Messrs. Lee, Forsaith, and Major Greenwood, presented this Bill, which had passed the House of Representatives. (510, 1087, 665, 1133)
column-4 (505, 34, 670, 2383)
paragraph: The SPEAKER then declared the Council in Committee on the Bill. (510, 1252, 665, 1270)
sitting-date: Friday, September 15. (543, 589, 632, 599)
paragraph: Some hon. members objected, on the ground that—while they fully concurred in the general principles of the Bill,—they wished to have fuller time for the consideration of its details, especially as a number of amendments had been introduced since they had seen the Bill in a printed form and first time came into their hands. (510, 285, 665, 376)
paragraph: Mr. BARTLEY moved the second reading of this Bill, the object of which he described as being to identify the two classes of the profession for a period of five years, and to protect gentlemen—barristers of high qualification—from penalties. (345, 1303, 500, 1368)
column-1 (11, 34, 176, 1827)
paragraph: Mr. BARTLEY concurred in the suggestion. With all his reluctance to legislate hastily, he did not object to this amendment, but, on the contrary, adopted it as explanatory of the design of the Bill. (345, 544, 500, 600)
paragraph: Although your Committee have not sought to take evidence in the form of mere opinion, because they thought that the facts of the case are the grounds on which their decision ought to be made—yet they have learned incidentally that the injustice of charging the Province of Auckland with a share of the Company's debt has been publicly recognised by many whose opinions deserve weight, and, in particular, by the Speaker of the House of Representatives, the Speaker of the Legislative Council, the absent Governor of the Colony, the Officer now administering the Government, and Her Majesty's present Secretary of State for the Colonies; whilst, on the other hand, your Committee has been unable to learn that such injustice has ever been denied by any one whose opinion would have authoritative weight with the House. (675, 485, 830, 694)
paragraph: Thus it will be seen that the objects of the Act are limited expressly to the "Province of New Munster." (675, 1776, 830, 1804)
paragraph: Mr. GILFILLAN gave notice that on Thursday, the 14th inst., he would move a series of Resolutions declaratory of the opinion of this Council as to the impolicy of any legislation on the subject of Marriage and Native population of the Colony; and that if those Resolutions were carried, he would move that an Address be presented requesting His Excellency's attention to the Resolutions. (345, 1670, 500, 1780)
paragraph: Mr. WHITAKER withdrew the motion of which he had given notice—to the effect that the Council would not, during the limited remainder of the Ses- (180, 1984, 335, 2029)
paragraph: There were many reasons who entertained serious doubts whether the house had not strained its powers under the Constitution Act beyond what the framers of that Act, at all events, beyond what the Government at home contemplated. It was therefore just possible that these great changes which the Officer administering the Government might have to refer home for approval might not be altogether allowed. If that should be the case then this movement would prove decidedly premature. (180, 335, 335, 463)
paragraph: Noes—Messrs. Seymour, Whitaker, Bell, Bartley, Major Richmond, and Dr. Richardson—6. (510, 465, 665, 493)
divider (199, 1654, 317, 1655)
paragraph: Mr. BELL then moved that the Bill be read a second time, which was seconded by Mr. SEYMOUR. (510, 256, 665, 284)
paragraph: The question has been asked, but never satisfactorily answered, how it was, or why it was, that provision was made in an Act of Parliament enacting that, in case the New Zealand Company should fail in their colonizing operations in the Southern portion of New Zealand, the debt which might then be found to be due to that body should be charged upon the Demesne Lands of the Crown throughout New Zealand, including the Northern District then being colonized by the Crown, on terms and conditions prescribed by the Crown, and guaranteeing to purchasers of land that the money paid by them for the purchase of land should be expended in promoting Emigration and in Public Works. (675, 939, 830, 1120)
paragraph: Sheweth, (23, 944, 60, 954)
paragraph: Mr. WHITAKER proposed a newly worded clause as a substitute for clause 2 in the Bill. The effect of the clause would be that, where any Regulations had been agreed to, they should be published in the Gazette for at least one month before they came into operation, so as to put all parties who might wish to avail themselves of them in an equal position. (345, 611, 500, 702)
paragraph: The Clerk presented several accounts which were passed and ordered to be paid. (840, 2244, 995, 2272)
paragraph: Mr. BELL stated that the managers of the Conference for the House of Representatives had agreed to withdraw their amendments in clauses 9 and 21, provided the Council would agree to insert a proviso which would prevent the assignment of convicts; and that they would request the adoption of that course by the House of Representatives. (510, 880, 665, 971)
paragraph: This Bill having been returned from the House of Representatives with amendments, on the motion of Mr. GILFILLAN the Standing Orders were suspended, and the amendments made in Committee taken into consideration. (510, 698, 665, 754)
paragraph: Noes—Messrs. Seymour, Bell, Bartley, Major Kenny, and Dr. Richardson. (345, 1591, 500, 1619)
letter-title: MR. WAKEFIELD'S PART IN THE FORMATION OF THE FITZGERALD MINISTRY. (185, 1264, 331, 1292)
paragraph: 3. From upwards of 400 inhabitants of Auckland and its vicinity. (180, 1858, 335, 1877)
paragraph: At Canterbury much attention was directed to the establishment of means of conveyance for heavy goods between the Port and the Plains. The object was felt on all hands to be of paramount importance, and land carriage—owing to its costliness—and water carriage—owing to its tediousness and uncertainty—were both deemed inadequate to meet the necessity. A Railway was therefore in serious contemplation, if it should be found practicable to raise the requisite funds, and,—probably even a more difficult task—to obtain the indispensable (15, 1681, 170, 1827)
column-3 (341, 34, 506, 2575)
paragraph: The Council went into Committee to consider the Surveyor's Report, Mr. Bourne's letter, and Mr. Graham's petition. (840, 886, 995, 923)
paragraph: The Council went into committee on the Surveyor's Report. (840, 2076, 995, 2095)
paragraph: Reverend R. B. Paul. (23, 775, 104, 785)
subsection-heading: Marriage Law. (228, 1742, 288, 1751)
report-label: Committee's Report. (546, 1878, 628, 1888)
paragraph: Some notices of motion relating to the course of business having been given, it was agreed to meet next day at 11 o'clock, and the Council adjourned. (510, 542, 665, 588)
signature: Surgeon in charge of Colonial Hospital. (52, 755, 170, 774)
paragraph: Ayes—Messrs. Whitaker, Gilfillan, St. Hill, and Major Richmond. (345, 1571, 500, 1590)
paragraph: Auckland, July 20, 1854. (682, 874, 779, 884)
subsection-heading: Assent to Bills. (389, 2062, 456, 2072)
subsection-heading: Public Business. (223, 1973, 292, 1983)
paragraph: A letter from Mr. D. Crookes, (3rd August) was read stating that his chimney had caught fire that evening, for which, at the same time, a receipt to show that it had been swept within the last 10 days. (840, 2020, 995, 2075)
paragraph: The Memorial of the undersigned Ministers of Religion in the said Province, (15, 916, 170, 943)
paragraph: After reciting that it is expedient to provide for the contingency of the Company finding themselves unable to continue their proceedings with regard to the colonization and to the said Company, the 19th section provides that all the lands of the Company shall revert to and become vested in her Majesty as a part of the Demesne Lands of the Crown, subject to subsisting contracts, and upon the condition of satisfying any liabilities of which the Company might then be liable as by existing engagements with respect to the Settlement of Nelson, or any liabilities which the Com- (675, 2045, 830, 2191)
subsection-heading: Powers of Attorney Bill. (534, 629, 640, 639)
paragraph: On the motion of Mr. Kelly the Surveyor was ordered to have the work performed. (840, 1870, 995, 1898)
paragraph: That the necessary repairs of the Queen-street drain be undertaken, from Railway House to the end of Mr. Vaile's property as soon as the proprietors or occupiers concerned undertake the one-third, and that a copy of this resolution be forwarded to the Householders. (840, 1505, 995, 1578)
paragraph: It was agreed that Messrs. Finlay, Kelly, and Vaile form a committee to examine and report upon the intended bridge in Durham street, the repairs of the bridge in Upper Queen-street, and the repairs of Vulcan Lane. (840, 2096, 995, 2152)
subsection-heading: Notices of Motion. (382, 1659, 463, 1669)
paragraph: A Cattle Show was fixed to take place at Christchurch on the 19th of October, for which a liberal list of Prizes was advertised. (180, 565, 335, 602)
paragraph: In furtherance of those objects, the 2nd clause of the Act enacts "all the Demesne Lands of the Crown in the Province of New Munster" in the New Zealand Company, in trust for the purposes and subject to the provisions thereinafter contained. Thus expressly again limiting the operation of the Act to the "Province of New Munster." (675, 1805, 830, 1887)
paragraph: The Council received a petition from Mr. Graham to keep a lodging house, which was not read. (840, 591, 995, 620)
paragraph: Viewing the question in the light in which, as aforesaid, it has come to them from the House, your Committee are of opinion that, in justice, the Province of Auckland ought to be at once relieved from bearing any portion of the Company's debt. (675, 787, 830, 852)
divider (199, 727, 317, 728)
paragraph: That a circular has been recently issued by Dr. Dorset, Surgeon in charge of the Colonial Hospital, "requesting" that in future "no Minister of Religion will administer his professional services to any patient under his charge" and that all Dr. Dorset, "unless with his express sanction:" (15, 955, 170, 1038)
newspaper-title: THE NEW-ZEALANDER, WEDNESDAY, SEPTEMBER 20, 1854. (278, 15, 732, 29)
paragraph: "May it please your Excellency,— (352, 2390, 484, 2400)
paragraph: Several letters were presented and read: two from Mr. Bourne the Superintendent. The first granting permission to re-alter the lower part of the market reserve. The other placing a second instalment of one thousand pounds (never voted for the City by the Provincial Council) at the disposal of the Council. (840, 964, 995, 1046)
section-heading: CITY COUNCIL. (859, 444, 976, 458)
paragraph: A Message from the House of Representatives was announced, and Messrs. Merriman and Crompton were introduced. Mr. Merriman informed the Speaker that the House had agreed to the result of the Conference. (510, 971, 665, 1027)
letter-signature: E. G. Wakefield. (272, 1629, 335, 1639)
paragraph: Ayes: Messrs. Somerville and Williamson. (840, 1578, 995, 1597)
paragraph: The discussion on the second reading then proceeded, but, after some time, on the motion of Major Kenny, the Debate was adjourned till tomorrow. (510, 494, 665, 541)
paragraph: When the Council re-assembled, (517, 869, 646, 879)
paragraph: The Surveyor reported that the expense of erecting a pipe sewer the drain in Durham street similar to that in Wyndham-street would be about £36. 14s. (840, 1785, 995, 1831)
paragraph: On the motion of Mr. Kelly, seconded by Mr. Finlay, it was resolved that the Resident Magistrate be furnished with copies of the By-laws for distribution amongst the armed Police. (840, 669, 995, 715)
sitting-date: Thursday, Sept. 14 (385, 2039, 460, 2049)
section-heading: Original Correspondence. (197, 1234, 318, 1263)
paragraph: The consideration of this Bill in committee was resumed, and continued for about three hours, when the Bill was reported with amendments. (510, 1361, 665, 1407)
paragraph: The City Surveyor made various reports with respect to the carters having transferred the traffic from the high road to the side paths in part of Waterloo Quadrant and Wyndham-street, and respecting certain repairs in Queen-street, near the market house, &c. (840, 1179, 995, 1253)
signatory: Wm. Kirton, Minister of the Scotch Church, Wellington (15, 1239, 170, 1258)
paragraph: Present.—The Chairman, Messrs. Kelly, Finlay, Somerville, and Williamson. (840, 562, 995, 590)
paragraph: Mr. WHITAKER moved an amendment on clause 3, that the words "Law Practitioner's Act" be erased, and the words "Supreme Court Amendment Act" be inserted. (345, 1505, 500, 1550)
paragraph: The By-laws to make certain provision in respect of steers were then read, after which, it was moved by Mr. Williamson, and seconded by Mr. Vaile, (840, 1300, 995, 1346)
paragraph: Mr. BELL said that the amendment would not alter the substance of the Bill one tittle. It would effect an improvement where the clause as it stood would have been found much wanting. (345, 488, 500, 543)
subsection-heading: Appropriation Bill. (548, 1135, 627, 1145)
paragraph: Even a greater amount of feeling than that produced by Dr. Fitzgerald's case had since been excited by one of the first steps taken by Dr. Dorset, on his accession to the charge of the Colonial Hospital. The occasion of this may be best explained by the following "Circular" which he addressed to the Ministers of Religion at Wellington:— (15, 527, 170, 610)
subsection-heading: Secondary Punishments Bill. (527, 688, 648, 698)
paragraph: The Council, according to yesterday's arrangement, met at 11 o'clock. (510, 600, 665, 628)
paragraph: Present:—The Chairman, Messrs. Kelly, Vaile, Williamson, and Somerville. (840, 935, 995, 963)
subsection-heading: Marriage Bill. (557, 1350, 618, 1360)
paragraph: According to the Examiner, testimonies to the value of the Motupipi Coal continued to accumulate. (15, 1643, 170, 1680)
paragraph: Mr. BELL stated that, on closer examination of this Bill by highly competent legal authority, it had been found so complex as to make many practical difficulties that he declined to proceed any further with it. (345, 1235, 500, 1291)
